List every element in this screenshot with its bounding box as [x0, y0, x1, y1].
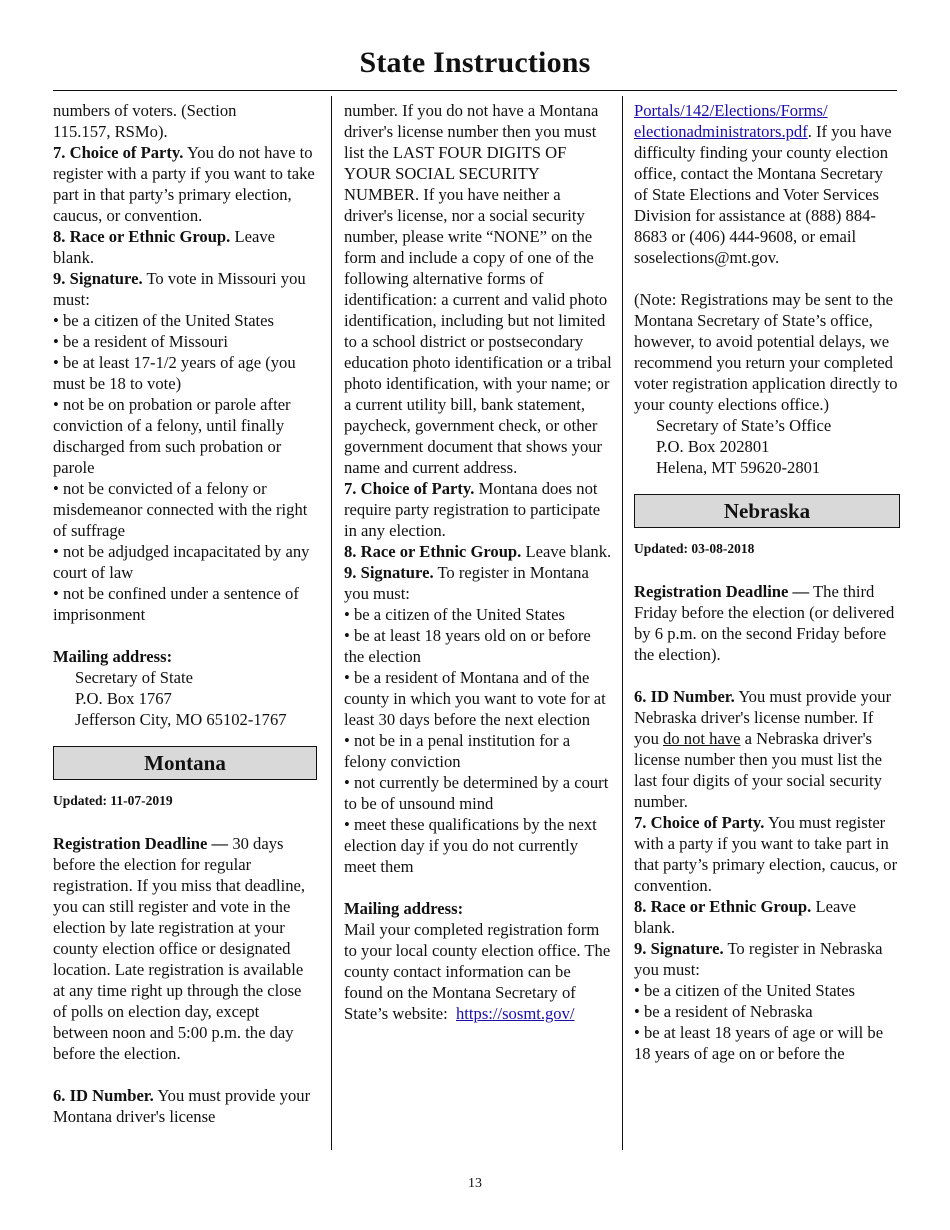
race-section — [344, 541, 612, 562]
requirement-item: • be at least 17-1/2 years of age (you must be 18 to vote) — [53, 353, 296, 393]
section-text: You must provide your Montana driver's license — [53, 1086, 311, 1126]
requirement-item: • be a citizen of the United States — [634, 981, 855, 1000]
page-title: State Instructions — [359, 46, 591, 79]
address-line: P.O. Box 202801 — [656, 437, 770, 456]
section-text: Leave blank. — [634, 897, 857, 937]
title-divider — [53, 90, 897, 91]
requirement-item: • be a resident of Montana and of the county in which you want to vote for at least 30 days before the next election — [344, 668, 606, 729]
updated-date: Updated: 11-07-2019 — [53, 793, 173, 808]
state-heading-montana: Montana — [53, 746, 317, 780]
requirement-item: • be a citizen of the United States — [344, 605, 565, 624]
page-number: 13 — [468, 1176, 482, 1191]
election-administrators-link[interactable]: electionadministrators.pdf — [634, 122, 808, 141]
requirement-item: • be a citizen of the United States — [53, 311, 274, 330]
text-line: numbers of voters. (Section — [53, 101, 237, 120]
column-2 — [344, 100, 612, 1024]
section-text: 30 days before the election for regular registration. If you miss that deadline, you can still register and vote in the election by late registration at your county election office or designated location. Late registration is available at any time right up through the close of polls on election day, except between noon and 5:00 p.m. the day before the election. — [53, 834, 306, 1063]
requirement-item: • not be on probation or parole after conviction of a felony, until finally discharged from such probation or parole — [53, 395, 291, 477]
requirement-item: • be at least 18 years of age or will be 18 years of age on or before the — [634, 1023, 884, 1063]
section-heading: Registration Deadline — — [634, 582, 810, 601]
requirement-item: • not currently be determined by a court to be of unsound mind — [344, 773, 609, 813]
section-heading: 9. Signature. — [634, 939, 724, 958]
race-section — [53, 226, 317, 268]
section-text: You must register with a party if you want to take part in that party’s primary election, caucus, or convention. — [634, 813, 898, 895]
requirement-item: • not be confined under a sentence of imprisonment — [53, 584, 299, 624]
signature-section — [634, 938, 900, 980]
requirement-item: • not be convicted of a felony or misdemeanor connected with the right of suffrage — [53, 479, 308, 540]
section-text: You do not have to register with a party if you want to take part in that party’s primary election, caucus, or convention. — [53, 143, 315, 225]
section-heading: 7. Choice of Party. — [53, 143, 184, 162]
requirement-item: • be a resident of Missouri — [53, 332, 228, 351]
section-heading: 9. Signature. — [53, 269, 143, 288]
section-heading: 8. Race or Ethnic Group. — [53, 227, 231, 246]
mailing-text: Mail your completed registration form to your local county election office. The county contact information can be found on the Montana Secretary of State’s website: https://sosmt.gov/ — [344, 920, 611, 1023]
section-text: To register in Montana you must: — [344, 563, 589, 603]
requirement-item: • be at least 18 years old on or before the election — [344, 626, 591, 666]
section-heading: 6. ID Number. — [53, 1086, 154, 1105]
deadline-section — [634, 581, 900, 665]
section-heading: Registration Deadline — — [53, 834, 229, 853]
address-line: Jefferson City, MO 65102-1767 — [75, 710, 287, 729]
id-number-continued: number. If you do not have a Montana driver's license number then you must list the LAST FOUR DIGITS OF YOUR SOCIAL SECURITY NUMBER. If you have neither a driver's license, nor a social security number, please write “NONE” on the form and include a copy of one of the following alternative forms of identification: a current and valid photo identification, including but not limited to a school district or postsecondary education photo identification or a tribal photo identification, with your name; or a current utility bill, bank statement, paycheck, government check, or other government document that shows your name and current address. — [344, 101, 612, 477]
section-text: Leave blank. — [53, 227, 276, 267]
underlined-phrase: do not have — [663, 729, 741, 748]
registration-note: (Note: Registrations may be sent to the Montana Secretary of State’s office, however, to avoid potential delays, we recommend you return your completed voter registration application directly to your county elections office.) — [634, 290, 898, 414]
section-text: To register in Nebraska you must: — [634, 939, 883, 979]
id-number-section: 6. ID Number. You must provide your Nebraska driver's license number. If you do not have a Nebraska driver's license number then you must list the last four digits of your social security number. — [634, 687, 892, 811]
section-heading: 6. ID Number. — [634, 687, 735, 706]
mailing-heading: Mailing address: — [344, 899, 464, 918]
requirement-item: • be a resident of Nebraska — [634, 1002, 813, 1021]
section-text: The third Friday before the election (or delivered by 6 p.m. on the second Friday before the election). — [634, 582, 895, 664]
choice-of-party-section — [53, 142, 317, 226]
section-heading: 8. Race or Ethnic Group. — [634, 897, 812, 916]
address-line: P.O. Box 1767 — [75, 689, 172, 708]
address-line: Secretary of State’s Office — [656, 416, 832, 435]
choice-of-party-section — [634, 812, 900, 896]
column-divider-2 — [622, 96, 623, 1150]
section-text: To vote in Missouri you must: — [53, 269, 306, 309]
section-text: Leave blank. — [525, 542, 612, 561]
section-heading: 9. Signature. — [344, 563, 434, 582]
column-3 — [634, 100, 900, 1064]
address-line: Helena, MT 59620-2801 — [656, 458, 821, 477]
race-section — [634, 896, 900, 938]
section-heading: 7. Choice of Party. — [634, 813, 765, 832]
section-heading: 8. Race or Ethnic Group. — [344, 542, 522, 561]
requirement-item: • not be adjudged incapacitated by any court of law — [53, 542, 310, 582]
state-heading-nebraska: Nebraska — [634, 494, 900, 528]
section-heading: 7. Choice of Party. — [344, 479, 475, 498]
address-line: Secretary of State — [75, 668, 193, 687]
section-text: Montana does not require party registration to participate in any election. — [344, 479, 601, 540]
updated-date: Updated: 03-08-2018 — [634, 541, 755, 556]
signature-section — [344, 562, 612, 604]
sos-website-link[interactable]: https://sosmt.gov/ — [456, 1004, 575, 1023]
sos-website-link-continued[interactable]: Portals/142/Elections/Forms/ — [634, 101, 828, 120]
column-1 — [53, 100, 317, 1127]
choice-of-party-section — [344, 478, 612, 541]
id-number-section — [53, 1085, 317, 1127]
mailing-heading: Mailing address: — [53, 647, 173, 666]
deadline-section — [53, 833, 317, 1064]
column-divider-1 — [331, 96, 332, 1150]
requirement-item: • meet these qualifications by the next election day if you do not currently meet them — [344, 815, 597, 876]
text-line: 115.157, RSMo). — [53, 122, 168, 141]
website-continued: Portals/142/Elections/Forms/ electionadministrators.pdf. If you have difficulty finding your county election office, contact the Montana Secretary of State Elections and Voter Services Division for assistance at (888) 884-8683 or (406) 444-9608, or email soselections@mt.gov. — [634, 101, 892, 267]
signature-section — [53, 268, 317, 310]
requirement-item: • not be in a penal institution for a felony conviction — [344, 731, 571, 771]
